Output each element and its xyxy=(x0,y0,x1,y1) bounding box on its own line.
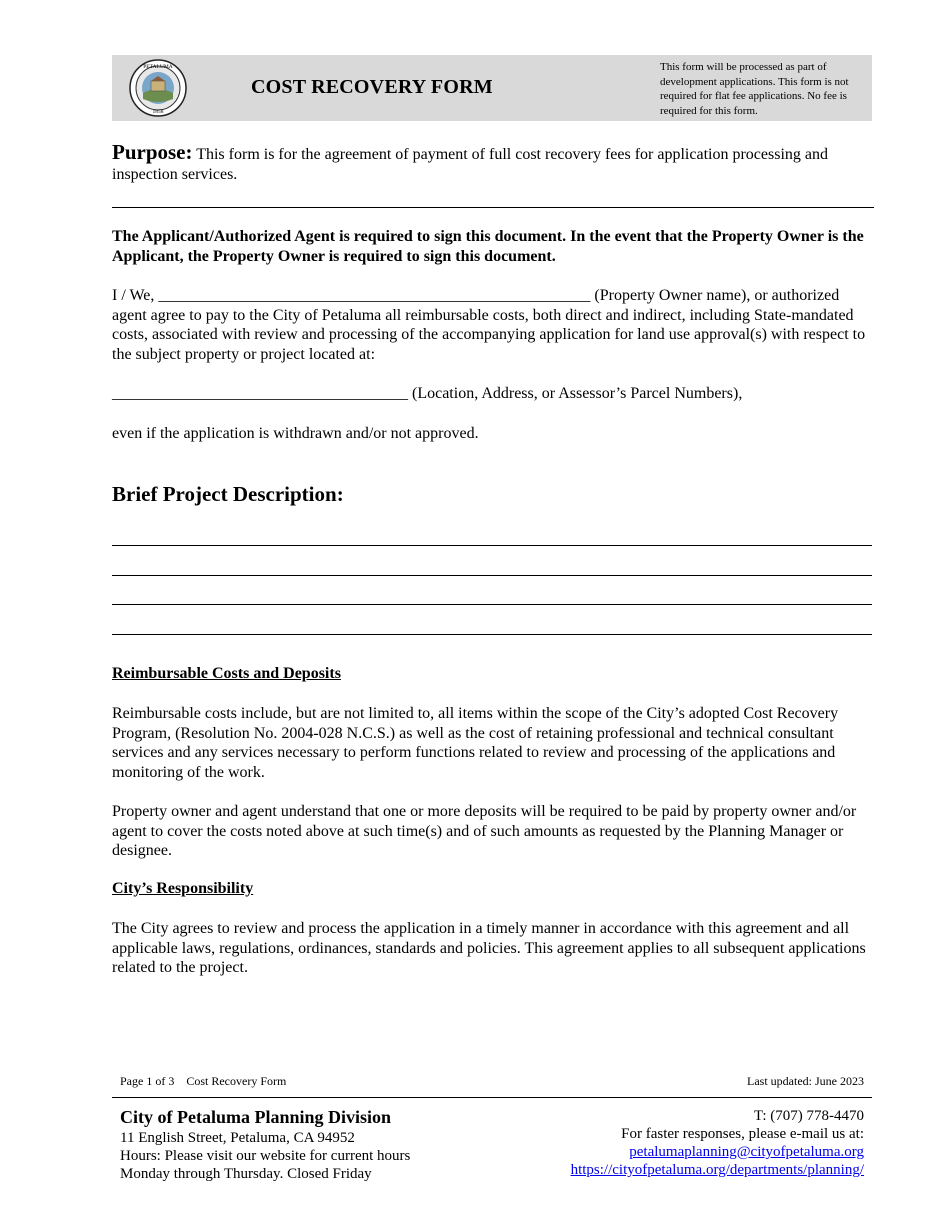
description-line[interactable] xyxy=(112,634,872,635)
footer-email-note: For faster responses, please e-mail us at: xyxy=(621,1126,864,1142)
withdrawal-clause: even if the application is withdrawn and/or not approved. xyxy=(112,425,479,442)
description-line[interactable] xyxy=(112,604,872,605)
purpose-section xyxy=(112,142,872,185)
seal-name-text: PETALUMA xyxy=(143,64,173,70)
location-line: _____________________________________ (Location, Address, or Assessor’s Parcel Numbers), xyxy=(112,385,743,402)
city-seal-logo xyxy=(129,59,187,117)
footer-contact-left xyxy=(120,1129,410,1183)
footer-form-name: Cost Recovery Form xyxy=(186,1074,287,1088)
section-divider xyxy=(112,207,874,208)
website-link[interactable]: https://cityofpetaluma.org/departments/planning/ xyxy=(570,1162,864,1178)
footer-contact-right xyxy=(571,1107,864,1179)
footer-hours: Hours: Please visit our website for current hours xyxy=(120,1148,411,1164)
last-updated: Last updated: June 2023 xyxy=(747,1074,864,1088)
form-title: COST RECOVERY FORM xyxy=(251,76,493,98)
description-line[interactable] xyxy=(112,575,872,576)
purpose-label: Purpose: xyxy=(112,140,193,164)
deposits-paragraph: Property owner and agent understand that one or more deposits will be required to be paid by property owner and/or agent to cover the costs noted above at such time(s) and of such amounts as requested by the Planning Manager or designee. xyxy=(112,803,857,860)
header-note: This form will be processed as part of development applications. This form is not required for flat fee applications. No fee is required for this form. xyxy=(660,61,849,117)
reimbursable-heading: Reimbursable Costs and Deposits xyxy=(112,665,341,682)
project-description-title: Brief Project Description: xyxy=(112,482,344,506)
responsibility-paragraph: The City agrees to review and process the application in a timely manner in accordance with this agreement and all applicable laws, regulations, ordinances, standards and policies. This agreement applies to all subsequent applications related to the project. xyxy=(112,920,866,977)
footer-organization: City of Petaluma Planning Division xyxy=(120,1107,392,1127)
reimbursable-paragraph: Reimbursable costs include, but are not limited to, all items within the scope of the City’s adopted Cost Recovery Program, (Resolution No. 2004-028 N.C.S.) as well as the cost of retaining professional and technical consultant services and any services necessary to perform functions related to review and processing of the applications and monitoring of the work. xyxy=(112,705,839,781)
email-link[interactable]: petalumaplanning@cityofpetaluma.org xyxy=(629,1144,864,1160)
footer-address: 11 English Street, Petaluma, CA 94952 xyxy=(120,1130,355,1146)
agreement-paragraph: I / We, ______________________________________________________ (Property Owner name), or authorized agent agree to pay to the City of Petaluma all reimbursable costs, both direct and indirect, including State-mandated costs, associated with review and processing of the accompanying application for land use approval(s) with respect to the subject property or project located at: xyxy=(112,287,866,363)
description-line[interactable] xyxy=(112,545,872,546)
footer-divider xyxy=(112,1097,872,1098)
responsibility-heading: City’s Responsibility xyxy=(112,880,254,897)
purpose-text: This form is for the agreement of payment of full cost recovery fees for application processing and inspection services. xyxy=(112,146,828,183)
signature-notice: The Applicant/Authorized Agent is required to sign this document. In the event that the Property Owner is the Applicant, the Property Owner is required to sign this document. xyxy=(112,228,864,265)
footer-phone: T: (707) 778-4470 xyxy=(753,1108,864,1124)
page-number xyxy=(120,1074,286,1089)
footer-days: Monday through Thursday. Closed Friday xyxy=(120,1166,372,1182)
page-indicator: Page 1 of 3 xyxy=(120,1074,175,1088)
seal-year-text: 1858 xyxy=(152,109,164,115)
